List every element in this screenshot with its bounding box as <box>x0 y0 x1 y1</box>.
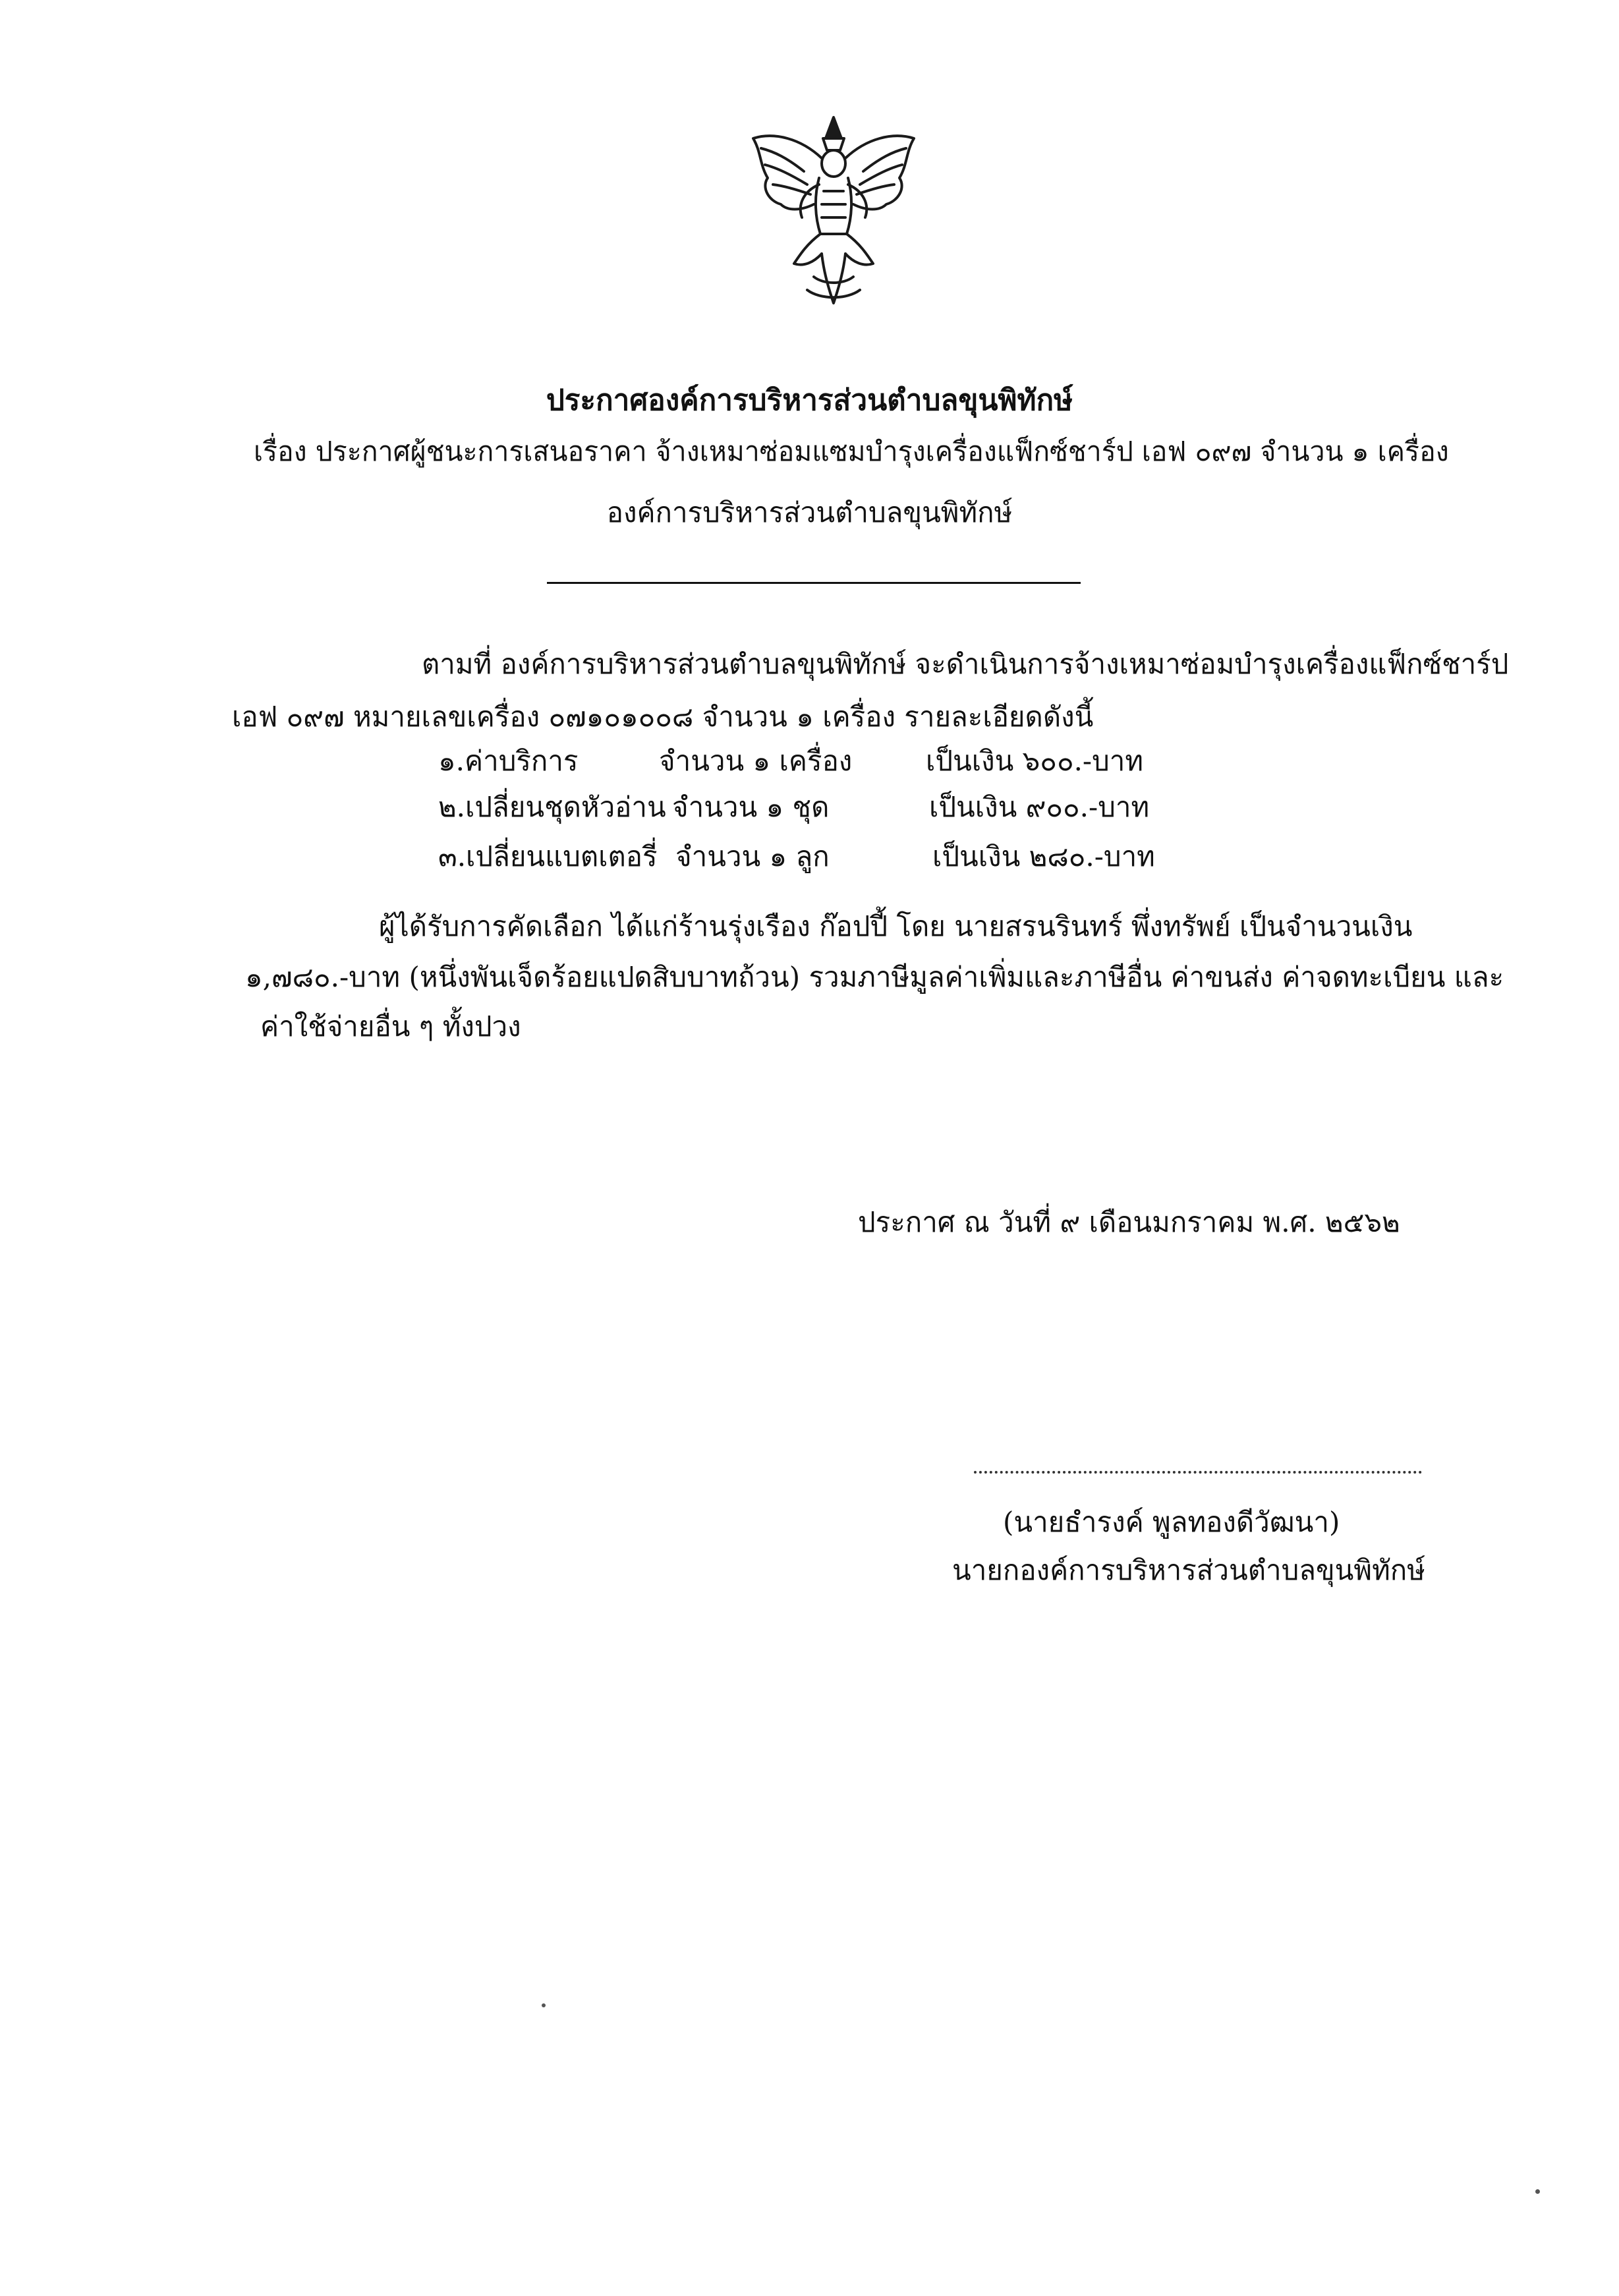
paragraph-1-line-2: เอฟ ๐๙๗ หมายเลขเครื่อง ๐๗๑๐๑๐๐๘ จำนวน ๑ เครื่อง รายละเอียดดังนี้ <box>232 701 1094 733</box>
item-quantity: จำนวน ๑ ชุด <box>672 791 830 823</box>
subject-line-continued: องค์การบริหารส่วนตำบลขุนพิทักษ์ <box>606 496 1013 529</box>
item-amount: เป็นเงิน ๖๐๐.-บาท <box>926 745 1144 777</box>
subject-line: เรื่อง ประกาศผู้ชนะการเสนอราคา จ้างเหมาซ่อมแซมบำรุงเครื่องแฟ็กซ์ชาร์ป เอฟ ๐๙๗ จำนวน ๑ เครื่อง <box>254 436 1449 467</box>
signature-line <box>974 1471 1422 1474</box>
scan-speck <box>542 2003 546 2007</box>
item-quantity: จำนวน ๑ เครื่อง <box>659 745 853 777</box>
item-label: ๓.เปลี่ยนแบตเตอรี่ <box>438 840 658 873</box>
signatory-name: (นายธำรงค์ พูลทองดีวัฒนา) <box>1003 1506 1340 1538</box>
paragraph-2-line-2: ๑,๗๘๐.-บาท (หนึ่งพันเจ็ดร้อยแปดสิบบาทถ้วน) รวมภาษีมูลค่าเพิ่มและภาษีอื่น ค่าขนส่ง ค่าจดทะเบียน และ <box>245 961 1504 993</box>
paragraph-2-line-1: ผู้ได้รับการคัดเลือก ได้แก่ร้านรุ่งเรือง ก๊อปปี้ โดย นายสรนรินทร์ พึ่งทรัพย์ เป็นจำนวนเงิน <box>379 910 1413 942</box>
paragraph-1-line-1: ตามที่ องค์การบริหารส่วนตำบลขุนพิทักษ์ จะดำเนินการจ้างเหมาซ่อมบำรุงเครื่องแฟ็กซ์ชาร์ป <box>422 648 1509 680</box>
paragraph-2-line-3: ค่าใช้จ่ายอื่น ๆ ทั้งปวง <box>260 1010 521 1043</box>
announcement-date: ประกาศ ณ วันที่ ๙ เดือนมกราคม พ.ศ. ๒๕๖๒ <box>858 1206 1400 1238</box>
item-quantity: จำนวน ๑ ลูก <box>675 840 830 873</box>
item-amount: เป็นเงิน ๙๐๐.-บาท <box>929 791 1150 823</box>
item-amount: เป็นเงิน ๒๘๐.-บาท <box>932 840 1155 873</box>
item-label: ๑.ค่าบริการ <box>438 745 579 777</box>
scan-speck <box>1535 2189 1540 2194</box>
title-divider <box>547 582 1081 584</box>
item-label: ๒.เปลี่ยนชุดหัวอ่าน <box>438 791 666 823</box>
signatory-position: นายกองค์การบริหารส่วนตำบลขุนพิทักษ์ <box>952 1554 1425 1586</box>
garuda-emblem-icon <box>741 112 926 310</box>
document-title: ประกาศองค์การบริหารส่วนตำบลขุนพิทักษ์ <box>546 384 1073 417</box>
